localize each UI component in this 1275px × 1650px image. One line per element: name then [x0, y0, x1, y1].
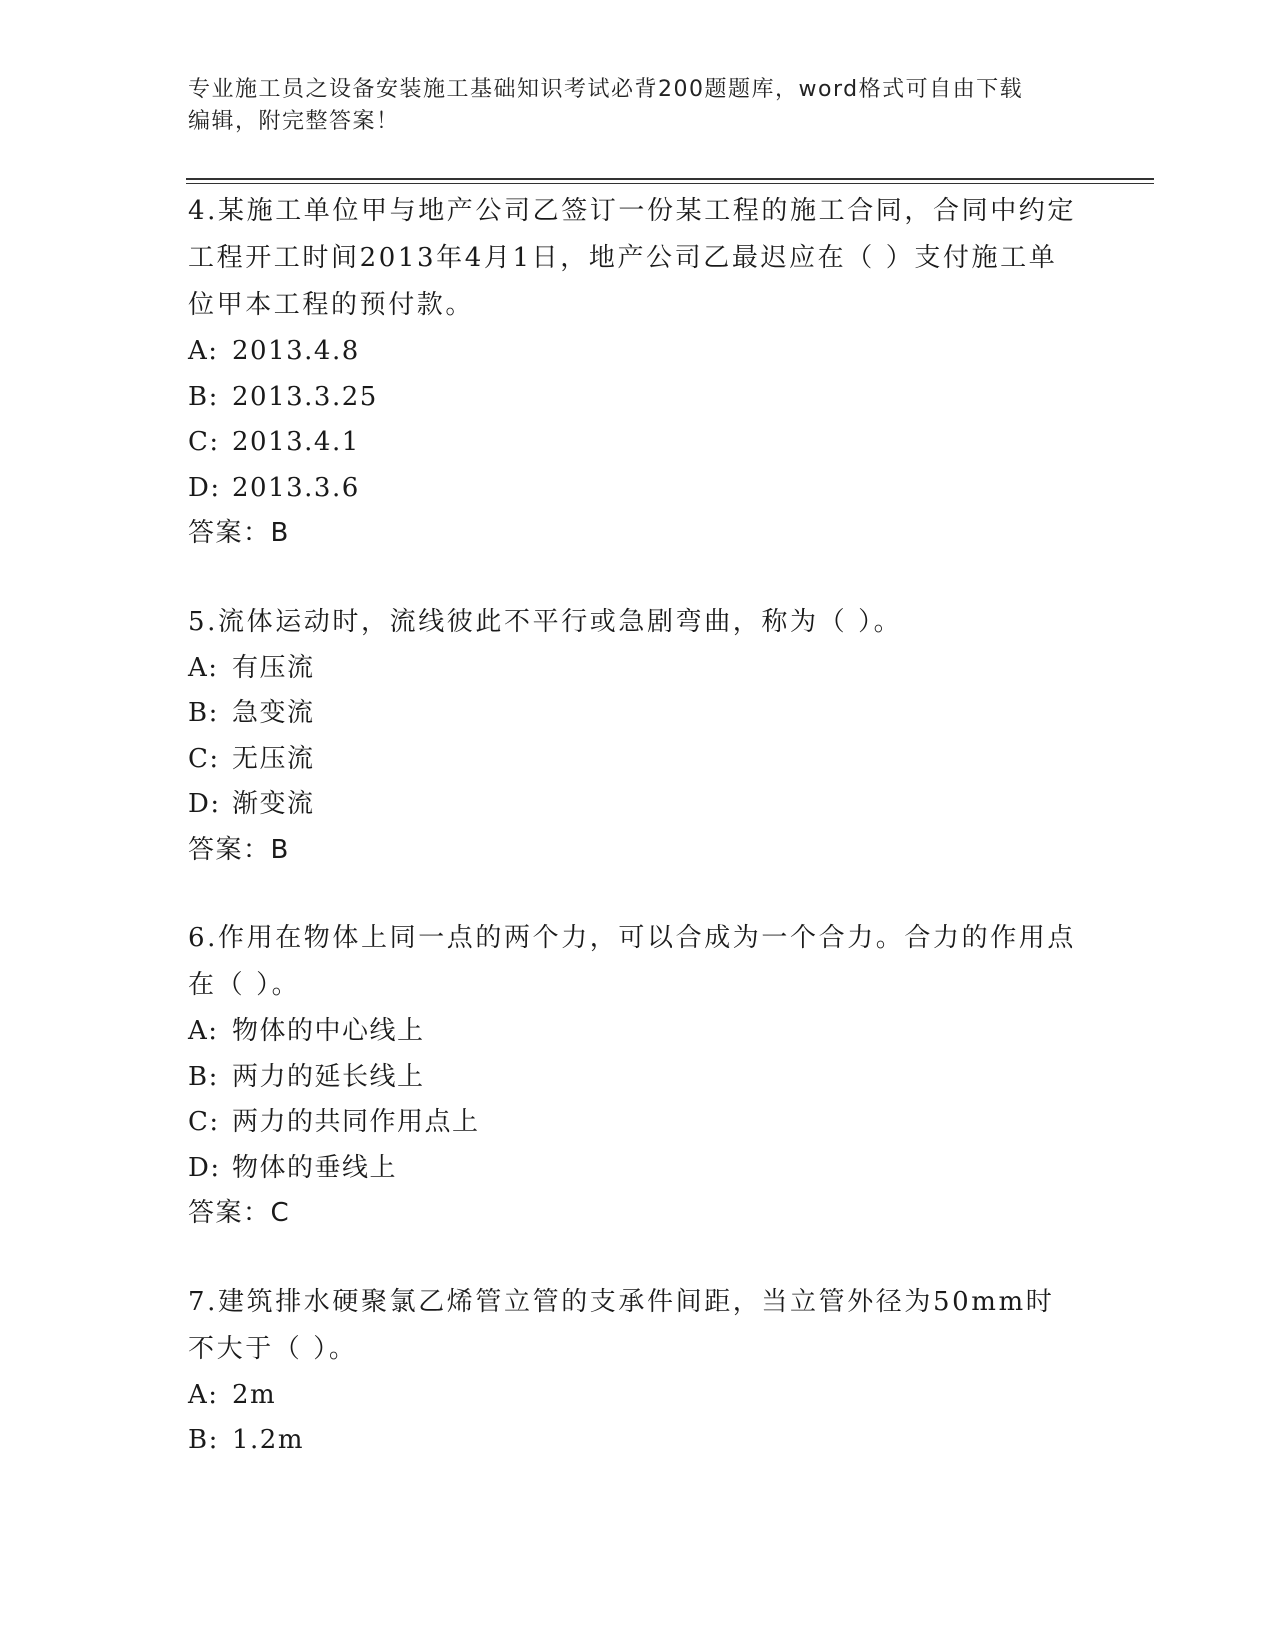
option-label: C: [188, 427, 220, 457]
option-label: A: [188, 336, 219, 366]
option-a [188, 329, 1078, 375]
option-c [188, 1100, 1078, 1146]
option-b [188, 1418, 1078, 1464]
question-4 [188, 188, 1078, 557]
option-text: 两力的共同作用点上 [232, 1107, 480, 1137]
question-text: 6.作用在物体上同一点的两个力，可以合成为一个合力。合力的作用点在（ ）。 [188, 923, 1077, 1000]
option-c [188, 737, 1078, 783]
option-d [188, 782, 1078, 828]
answer-line: 答案：B [188, 518, 290, 548]
option-text: 2013.3.6 [232, 472, 360, 503]
header-title-line2: 编辑，附完整答案！ [188, 109, 400, 134]
option-text: 2013.4.1 [232, 427, 360, 457]
answer-line: 答案：B [188, 834, 290, 865]
option-text: 两力的延长线上 [232, 1061, 425, 1092]
option-text: 急变流 [232, 698, 315, 728]
header-divider-thick [186, 178, 1154, 180]
header-divider-thin [186, 183, 1154, 184]
header-title-line1: 专业施工员之设备安装施工基础知识考试必背200题题库，word格式可自由下载 [188, 77, 1024, 102]
option-a [188, 1373, 1078, 1419]
document-header [188, 74, 1068, 138]
question-text: 5.流体运动时，流线彼此不平行或急剧弯曲，称为（ ）。 [188, 606, 903, 637]
option-text: 物体的垂线上 [232, 1152, 398, 1183]
option-label: A: [188, 1016, 219, 1046]
question-6 [188, 915, 1078, 1237]
question-gap [188, 557, 1078, 599]
option-label: D: [188, 1152, 221, 1183]
question-text: 4.某施工单位甲与地产公司乙签订一份某工程的施工合同，合同中约定工程开工时间2013年4月1日，地产公司乙最迟应在（ ）支付施工单位甲本工程的预付款。 [188, 196, 1077, 320]
option-label: B: [188, 1425, 219, 1455]
option-text: 有压流 [232, 652, 315, 683]
question-text: 7.建筑排水硬聚氯乙烯管立管的支承件间距，当立管外径为50mm时不大于（ ）。 [188, 1286, 1055, 1364]
option-text: 2013.3.25 [232, 381, 378, 412]
option-b [188, 691, 1078, 737]
option-text: 物体的中心线上 [232, 1016, 425, 1046]
option-text: 无压流 [232, 743, 315, 774]
option-label: A: [188, 652, 219, 683]
option-b [188, 375, 1078, 421]
option-label: B: [188, 698, 219, 728]
question-7 [188, 1279, 1078, 1464]
option-d [188, 1146, 1078, 1192]
option-text: 渐变流 [232, 789, 315, 819]
option-label: C: [188, 1107, 220, 1137]
option-label: C: [188, 743, 220, 774]
option-label: D: [188, 789, 221, 819]
option-text: 2m [232, 1379, 277, 1410]
option-label: A: [188, 1379, 219, 1410]
option-d [188, 466, 1078, 512]
option-label: B: [188, 381, 219, 412]
option-text: 1.2m [232, 1425, 305, 1455]
option-c [188, 420, 1078, 466]
question-gap [188, 873, 1078, 915]
option-b [188, 1055, 1078, 1101]
question-list [188, 188, 1078, 1464]
option-text: 2013.4.8 [232, 336, 360, 366]
option-a [188, 646, 1078, 692]
answer-line: 答案：C [188, 1198, 291, 1228]
question-5 [188, 599, 1078, 874]
question-gap [188, 1237, 1078, 1279]
option-label: B: [188, 1061, 219, 1092]
option-a [188, 1009, 1078, 1055]
option-label: D: [188, 472, 221, 503]
